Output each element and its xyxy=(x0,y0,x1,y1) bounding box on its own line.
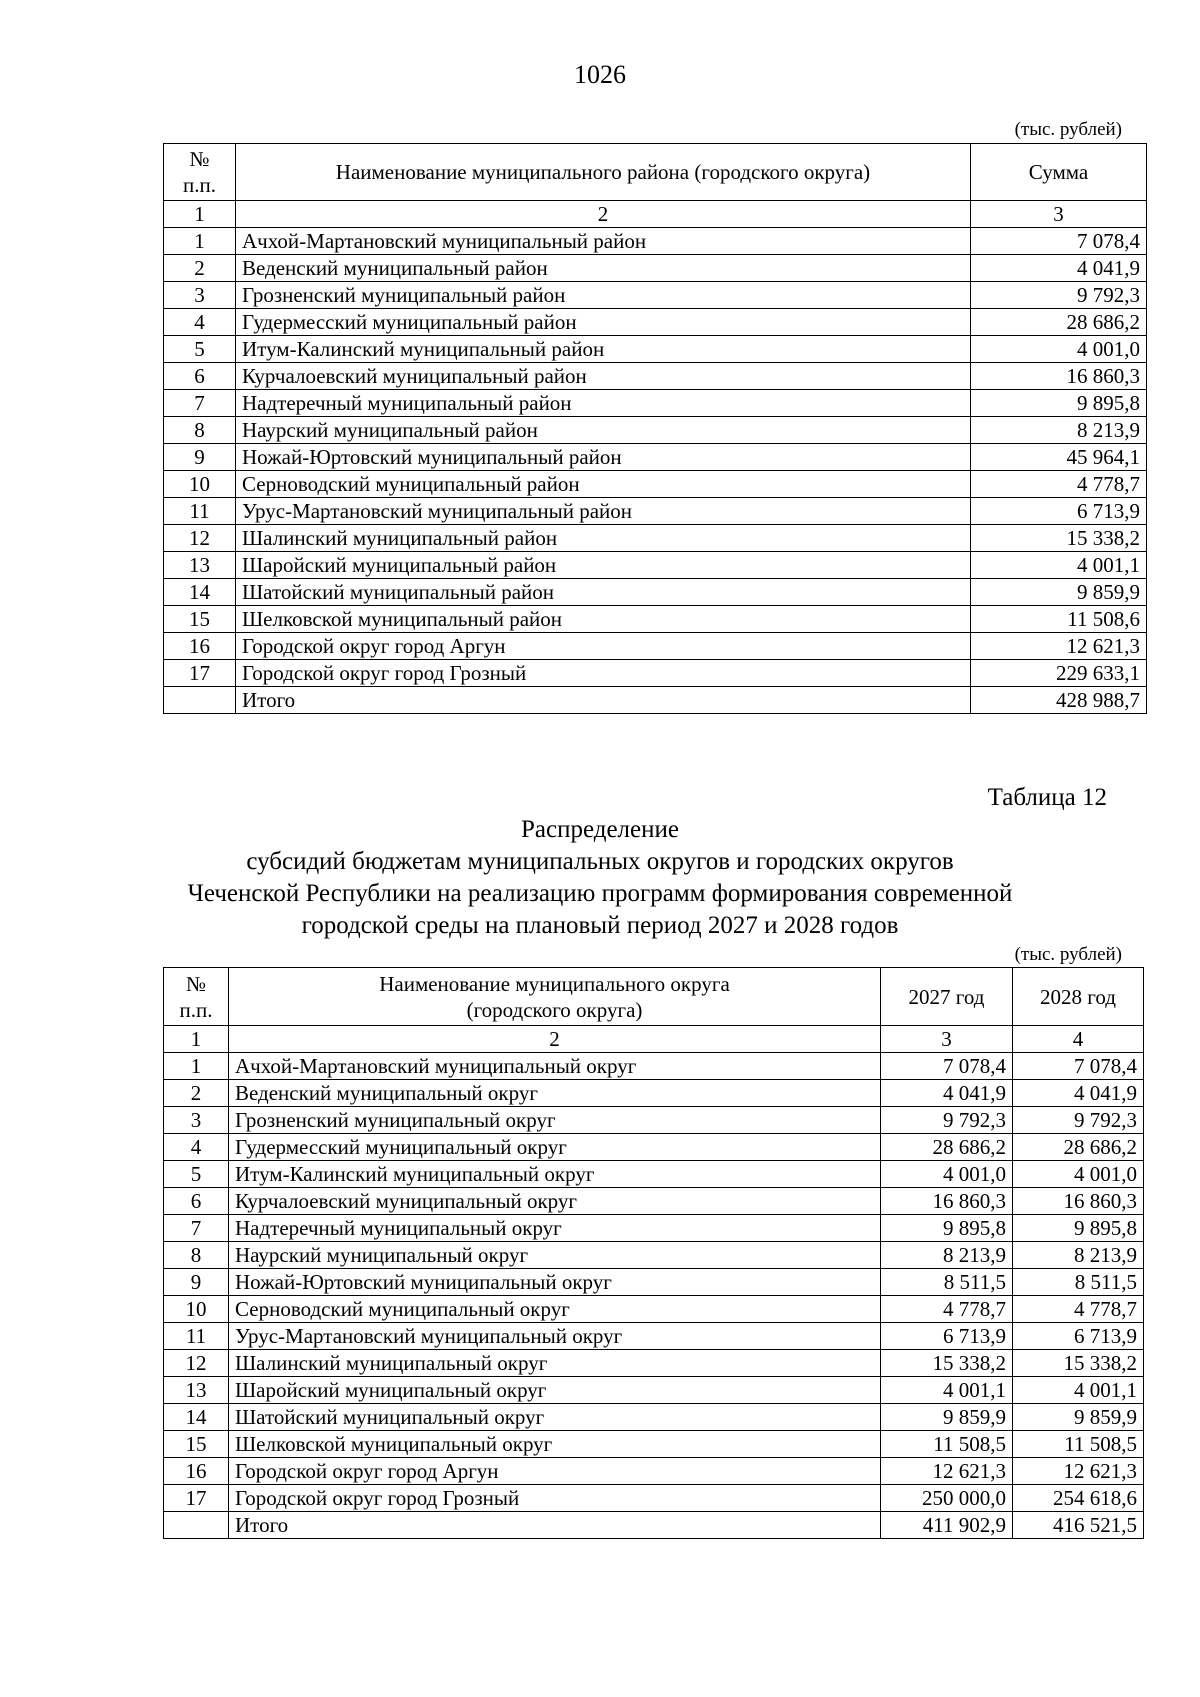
table1-cell-num: 12 xyxy=(164,525,236,552)
table2-cell-y2027: 8 511,5 xyxy=(881,1269,1013,1296)
table2-header-2027: 2027 год xyxy=(881,968,1013,1026)
table2-header-name: Наименование муниципального округа (городского округа) xyxy=(229,968,881,1026)
table1-cell-sum: 4 778,7 xyxy=(971,471,1147,498)
table1-cell-sum: 229 633,1 xyxy=(971,660,1147,687)
table2-row xyxy=(164,1431,1144,1458)
table1-cell-sum: 8 213,9 xyxy=(971,417,1147,444)
table1-cell-name: Шаройский муниципальный район xyxy=(236,552,971,579)
table2-cell-y2028: 16 860,3 xyxy=(1013,1188,1144,1215)
table2-cell-num: 16 xyxy=(164,1458,229,1485)
table2-cell-y2028: 9 859,9 xyxy=(1013,1404,1144,1431)
table2-index-cell: 4 xyxy=(1013,1026,1144,1053)
table2-title-line: Чеченской Республики на реализацию программ формирования современной xyxy=(187,880,1013,907)
table1-cell-num: 4 xyxy=(164,309,236,336)
table2-index-cell: 3 xyxy=(881,1026,1013,1053)
table1-row xyxy=(164,633,1147,660)
table1-cell-sum: 16 860,3 xyxy=(971,363,1147,390)
table2-cell-y2028: 12 621,3 xyxy=(1013,1458,1144,1485)
table2-cell-y2027: 4 001,1 xyxy=(881,1377,1013,1404)
table2-cell-name: Веденский муниципальный округ xyxy=(229,1080,881,1107)
table2-cell-num: 14 xyxy=(164,1404,229,1431)
page-number: 1026 xyxy=(574,60,626,89)
table2-cell-num: 1 xyxy=(164,1053,229,1080)
table2-row xyxy=(164,1269,1144,1296)
table1-row xyxy=(164,390,1147,417)
table2-label: Таблица 12 xyxy=(987,784,1107,811)
table1-cell-sum: 4 001,1 xyxy=(971,552,1147,579)
table1-total-label: Итого xyxy=(236,687,971,714)
table1-cell-name: Шелковской муниципальный район xyxy=(236,606,971,633)
table1-row xyxy=(164,498,1147,525)
table1-header-sum: Сумма xyxy=(971,144,1147,201)
table1-row xyxy=(164,525,1147,552)
table2-row xyxy=(164,1485,1144,1512)
table2-row xyxy=(164,1404,1144,1431)
table2-cell-name: Курчалоевский муниципальный округ xyxy=(229,1188,881,1215)
table2-cell-name: Гудермесский муниципальный округ xyxy=(229,1134,881,1161)
table2-cell-num: 4 xyxy=(164,1134,229,1161)
table2-cell-y2028: 4 778,7 xyxy=(1013,1296,1144,1323)
table2-cell-y2027: 16 860,3 xyxy=(881,1188,1013,1215)
table1-cell-num: 13 xyxy=(164,552,236,579)
table1-cell-sum: 9 895,8 xyxy=(971,390,1147,417)
table2-cell-y2027: 9 859,9 xyxy=(881,1404,1013,1431)
table1-row xyxy=(164,606,1147,633)
table2-index-cell: 2 xyxy=(229,1026,881,1053)
table2-cell-y2027: 12 621,3 xyxy=(881,1458,1013,1485)
table2-cell-num: 8 xyxy=(164,1242,229,1269)
table1-row xyxy=(164,660,1147,687)
table2-cell-y2027: 8 213,9 xyxy=(881,1242,1013,1269)
table1-cell-num: 14 xyxy=(164,579,236,606)
table1-cell-name: Серноводский муниципальный район xyxy=(236,471,971,498)
table2-row xyxy=(164,1323,1144,1350)
table2-cell-num: 10 xyxy=(164,1296,229,1323)
table2-title-line: Распределение xyxy=(521,816,679,843)
table2-cell-num: 7 xyxy=(164,1215,229,1242)
table2-cell-y2027: 7 078,4 xyxy=(881,1053,1013,1080)
table2-cell-num: 2 xyxy=(164,1080,229,1107)
table2-cell-y2028: 7 078,4 xyxy=(1013,1053,1144,1080)
table2-cell-y2028: 254 618,6 xyxy=(1013,1485,1144,1512)
table1-row xyxy=(164,444,1147,471)
table2-cell-y2028: 9 895,8 xyxy=(1013,1215,1144,1242)
table2-cell-y2028: 9 792,3 xyxy=(1013,1107,1144,1134)
table2-header-2028: 2028 год xyxy=(1013,968,1144,1026)
table2-cell-y2028: 4 041,9 xyxy=(1013,1080,1144,1107)
table2-cell-name: Ачхой-Мартановский муниципальный округ xyxy=(229,1053,881,1080)
table2-cell-num: 13 xyxy=(164,1377,229,1404)
table1-cell-num: 8 xyxy=(164,417,236,444)
table2-units: (тыс. рублей) xyxy=(1014,944,1122,965)
table2-cell-name: Городской округ город Грозный xyxy=(229,1485,881,1512)
table2-row xyxy=(164,1242,1144,1269)
table2-cell-name: Грозненский муниципальный округ xyxy=(229,1107,881,1134)
table2-cell-y2028: 8 213,9 xyxy=(1013,1242,1144,1269)
table2-row xyxy=(164,1188,1144,1215)
table1-cell-name: Шатойский муниципальный район xyxy=(236,579,971,606)
table2-cell-name: Итум-Калинский муниципальный округ xyxy=(229,1161,881,1188)
table2-cell-num: 6 xyxy=(164,1188,229,1215)
table2-cell-y2027: 4 041,9 xyxy=(881,1080,1013,1107)
table1-header-name: Наименование муниципального района (городского округа) xyxy=(236,144,971,201)
table2-cell-y2028: 11 508,5 xyxy=(1013,1431,1144,1458)
table1-cell-name: Городской округ город Грозный xyxy=(236,660,971,687)
table1-row xyxy=(164,552,1147,579)
table2-index-cell: 1 xyxy=(164,1026,229,1053)
table1-cell-name: Гудермесский муниципальный район xyxy=(236,309,971,336)
table1-cell-name: Веденский муниципальный район xyxy=(236,255,971,282)
table1-cell-num: 7 xyxy=(164,390,236,417)
table2-cell-num: 9 xyxy=(164,1269,229,1296)
table2-cell-num: 11 xyxy=(164,1323,229,1350)
table2-cell-name: Надтеречный муниципальный округ xyxy=(229,1215,881,1242)
table2-row xyxy=(164,1350,1144,1377)
table1-cell-sum: 12 621,3 xyxy=(971,633,1147,660)
table2-cell-num: 15 xyxy=(164,1431,229,1458)
table2-total-num xyxy=(164,1512,229,1539)
table2-cell-y2027: 9 792,3 xyxy=(881,1107,1013,1134)
table2-row xyxy=(164,1134,1144,1161)
table1-cell-name: Городской округ город Аргун xyxy=(236,633,971,660)
table1-row xyxy=(164,309,1147,336)
table2-header-num: № п.п. xyxy=(164,968,229,1026)
table2-title-line: городской среды на плановый период 2027 и 2028 годов xyxy=(301,912,899,939)
table2-title xyxy=(0,814,1200,942)
table1-cell-num: 6 xyxy=(164,363,236,390)
table1-cell-sum: 9 859,9 xyxy=(971,579,1147,606)
table1-row xyxy=(164,228,1147,255)
table2-row xyxy=(164,1296,1144,1323)
table1-cell-sum: 28 686,2 xyxy=(971,309,1147,336)
table2-row xyxy=(164,1458,1144,1485)
table2-cell-y2027: 28 686,2 xyxy=(881,1134,1013,1161)
table1-cell-name: Наурский муниципальный район xyxy=(236,417,971,444)
table2-total-2027: 411 902,9 xyxy=(881,1512,1013,1539)
table1-cell-num: 17 xyxy=(164,660,236,687)
table2-cell-y2027: 15 338,2 xyxy=(881,1350,1013,1377)
table1-cell-name: Шалинский муниципальный район xyxy=(236,525,971,552)
table1-cell-num: 3 xyxy=(164,282,236,309)
table2-row xyxy=(164,1377,1144,1404)
table1-cell-num: 16 xyxy=(164,633,236,660)
table1-index-cell: 2 xyxy=(236,201,971,228)
table1-index-cell: 1 xyxy=(164,201,236,228)
table1-cell-name: Ачхой-Мартановский муниципальный район xyxy=(236,228,971,255)
table2-row xyxy=(164,1215,1144,1242)
table1-cell-name: Надтеречный муниципальный район xyxy=(236,390,971,417)
table1-row xyxy=(164,471,1147,498)
table1-cell-num: 1 xyxy=(164,228,236,255)
table2-row xyxy=(164,1080,1144,1107)
table1-total-sum: 428 988,7 xyxy=(971,687,1147,714)
table2-total-label: Итого xyxy=(229,1512,881,1539)
table1-cell-sum: 6 713,9 xyxy=(971,498,1147,525)
table1-row xyxy=(164,417,1147,444)
table1-cell-name: Ножай-Юртовский муниципальный район xyxy=(236,444,971,471)
table1-row xyxy=(164,336,1147,363)
table1-cell-num: 5 xyxy=(164,336,236,363)
table2-cell-y2028: 4 001,0 xyxy=(1013,1161,1144,1188)
table2-cell-y2028: 15 338,2 xyxy=(1013,1350,1144,1377)
table2-cell-num: 17 xyxy=(164,1485,229,1512)
table2-cell-y2027: 4 778,7 xyxy=(881,1296,1013,1323)
table2-cell-name: Серноводский муниципальный округ xyxy=(229,1296,881,1323)
table1-row xyxy=(164,282,1147,309)
table1-cell-sum: 7 078,4 xyxy=(971,228,1147,255)
table2-cell-name: Шалинский муниципальный округ xyxy=(229,1350,881,1377)
table2-total-2028: 416 521,5 xyxy=(1013,1512,1144,1539)
table2-cell-y2027: 4 001,0 xyxy=(881,1161,1013,1188)
table2-cell-num: 5 xyxy=(164,1161,229,1188)
table2-cell-num: 12 xyxy=(164,1350,229,1377)
table2-cell-name: Шаройский муниципальный округ xyxy=(229,1377,881,1404)
table1-cell-name: Итум-Калинский муниципальный район xyxy=(236,336,971,363)
table2-cell-name: Шелковской муниципальный округ xyxy=(229,1431,881,1458)
table1-cell-sum: 15 338,2 xyxy=(971,525,1147,552)
table1-row xyxy=(164,363,1147,390)
table1-cell-sum: 11 508,6 xyxy=(971,606,1147,633)
table1-units: (тыс. рублей) xyxy=(1014,119,1122,140)
table2-row xyxy=(164,1107,1144,1134)
table2-cell-name: Ножай-Юртовский муниципальный округ xyxy=(229,1269,881,1296)
table1-cell-num: 9 xyxy=(164,444,236,471)
table1 xyxy=(163,143,1147,714)
table2-cell-name: Наурский муниципальный округ xyxy=(229,1242,881,1269)
table2 xyxy=(163,967,1144,1539)
table2-cell-y2027: 11 508,5 xyxy=(881,1431,1013,1458)
table2-cell-y2028: 6 713,9 xyxy=(1013,1323,1144,1350)
table1-cell-num: 10 xyxy=(164,471,236,498)
table2-cell-y2027: 9 895,8 xyxy=(881,1215,1013,1242)
table1-cell-sum: 4 001,0 xyxy=(971,336,1147,363)
table1-cell-name: Урус-Мартановский муниципальный район xyxy=(236,498,971,525)
table2-cell-y2028: 28 686,2 xyxy=(1013,1134,1144,1161)
table1-cell-name: Курчалоевский муниципальный район xyxy=(236,363,971,390)
table1-row xyxy=(164,255,1147,282)
table1-index-cell: 3 xyxy=(971,201,1147,228)
table1-cell-num: 15 xyxy=(164,606,236,633)
table2-cell-name: Шатойский муниципальный округ xyxy=(229,1404,881,1431)
table1-cell-name: Грозненский муниципальный район xyxy=(236,282,971,309)
table2-row xyxy=(164,1161,1144,1188)
table2-title-line: субсидий бюджетам муниципальных округов и городских округов xyxy=(246,848,954,875)
table2-cell-y2027: 6 713,9 xyxy=(881,1323,1013,1350)
table2-row xyxy=(164,1053,1144,1080)
table2-cell-y2027: 250 000,0 xyxy=(881,1485,1013,1512)
table1-row xyxy=(164,579,1147,606)
table2-cell-name: Урус-Мартановский муниципальный округ xyxy=(229,1323,881,1350)
table1-cell-sum: 9 792,3 xyxy=(971,282,1147,309)
table2-cell-name: Городской округ город Аргун xyxy=(229,1458,881,1485)
table1-cell-sum: 4 041,9 xyxy=(971,255,1147,282)
table1-cell-sum: 45 964,1 xyxy=(971,444,1147,471)
table1-header-num: № п.п. xyxy=(164,144,236,201)
table2-cell-y2028: 8 511,5 xyxy=(1013,1269,1144,1296)
table1-total-num xyxy=(164,687,236,714)
table2-cell-y2028: 4 001,1 xyxy=(1013,1377,1144,1404)
table1-cell-num: 2 xyxy=(164,255,236,282)
table1-cell-num: 11 xyxy=(164,498,236,525)
table2-cell-num: 3 xyxy=(164,1107,229,1134)
